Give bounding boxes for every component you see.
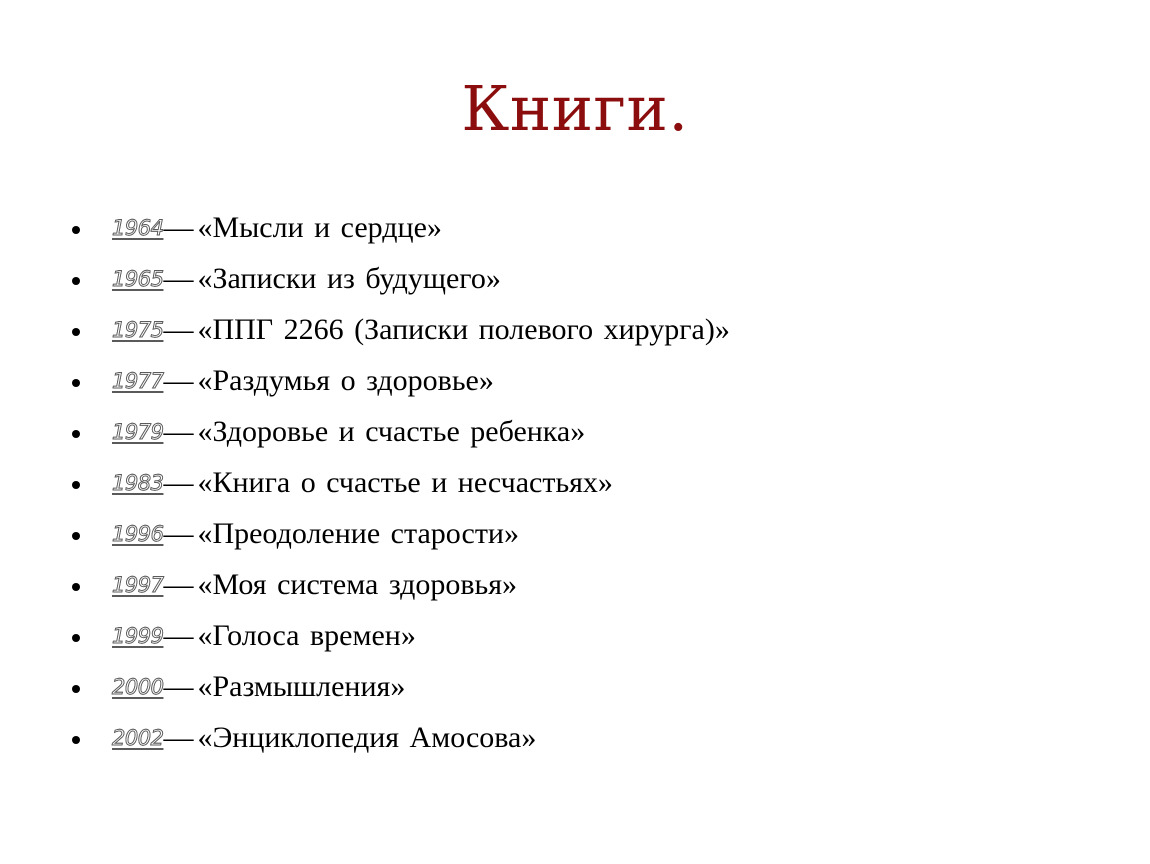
dash: — — [163, 618, 194, 652]
dash: — — [163, 720, 194, 754]
list-item — [72, 355, 1112, 406]
year-link[interactable]: 1999 — [112, 623, 164, 648]
dash: — — [163, 414, 194, 448]
bullet-icon — [72, 481, 80, 489]
dash: — — [163, 465, 194, 499]
book-list — [72, 202, 1112, 763]
bullet-icon — [72, 583, 80, 591]
list-item — [72, 559, 1112, 610]
list-item — [72, 610, 1112, 661]
book-title: «Размышления» — [197, 669, 406, 703]
book-title: «Раздумья о здоровье» — [197, 363, 494, 397]
book-title: «ППГ 2266 (Записки полевого хирурга)» — [197, 312, 730, 346]
year-link[interactable]: 1997 — [112, 572, 164, 597]
year-link[interactable]: 1975 — [112, 317, 164, 342]
list-item — [72, 712, 1112, 763]
year-link[interactable]: 1977 — [112, 368, 164, 393]
list-item — [72, 661, 1112, 712]
dash: — — [163, 567, 194, 601]
year-link[interactable]: 1965 — [112, 266, 164, 291]
year-link[interactable]: 2000 — [112, 674, 164, 699]
bullet-icon — [72, 685, 80, 693]
list-item — [72, 457, 1112, 508]
book-title: «Книга о счастье и несчастьях» — [197, 465, 613, 499]
bullet-icon — [72, 430, 80, 438]
list-item — [72, 508, 1112, 559]
bullet-icon — [72, 736, 80, 744]
bullet-icon — [72, 328, 80, 336]
book-title: «Мысли и сердце» — [197, 210, 442, 244]
list-item — [72, 406, 1112, 457]
book-title: «Здоровье и счастье ребенка» — [197, 414, 586, 448]
book-title: «Записки из будущего» — [197, 261, 501, 295]
year-link[interactable]: 1983 — [112, 470, 164, 495]
year-link[interactable]: 1996 — [112, 521, 164, 546]
slide-title: Книги. — [461, 72, 689, 145]
book-title: «Преодоление старости» — [197, 516, 519, 550]
bullet-icon — [72, 532, 80, 540]
bullet-icon — [72, 379, 80, 387]
dash: — — [163, 261, 194, 295]
dash: — — [163, 210, 194, 244]
dash: — — [163, 669, 194, 703]
bullet-icon — [72, 277, 80, 285]
book-title: «Энциклопедия Амосова» — [197, 720, 537, 754]
year-link[interactable]: 2002 — [112, 725, 164, 750]
year-link[interactable]: 1964 — [112, 215, 164, 240]
book-title: «Моя система здоровья» — [197, 567, 518, 601]
bullet-icon — [72, 634, 80, 642]
dash: — — [163, 363, 194, 397]
book-title: «Голоса времен» — [197, 618, 416, 652]
dash: — — [163, 516, 194, 550]
list-item — [72, 304, 1112, 355]
list-item — [72, 253, 1112, 304]
year-link[interactable]: 1979 — [112, 419, 164, 444]
bullet-icon — [72, 226, 80, 234]
dash: — — [163, 312, 194, 346]
list-item — [72, 202, 1112, 253]
